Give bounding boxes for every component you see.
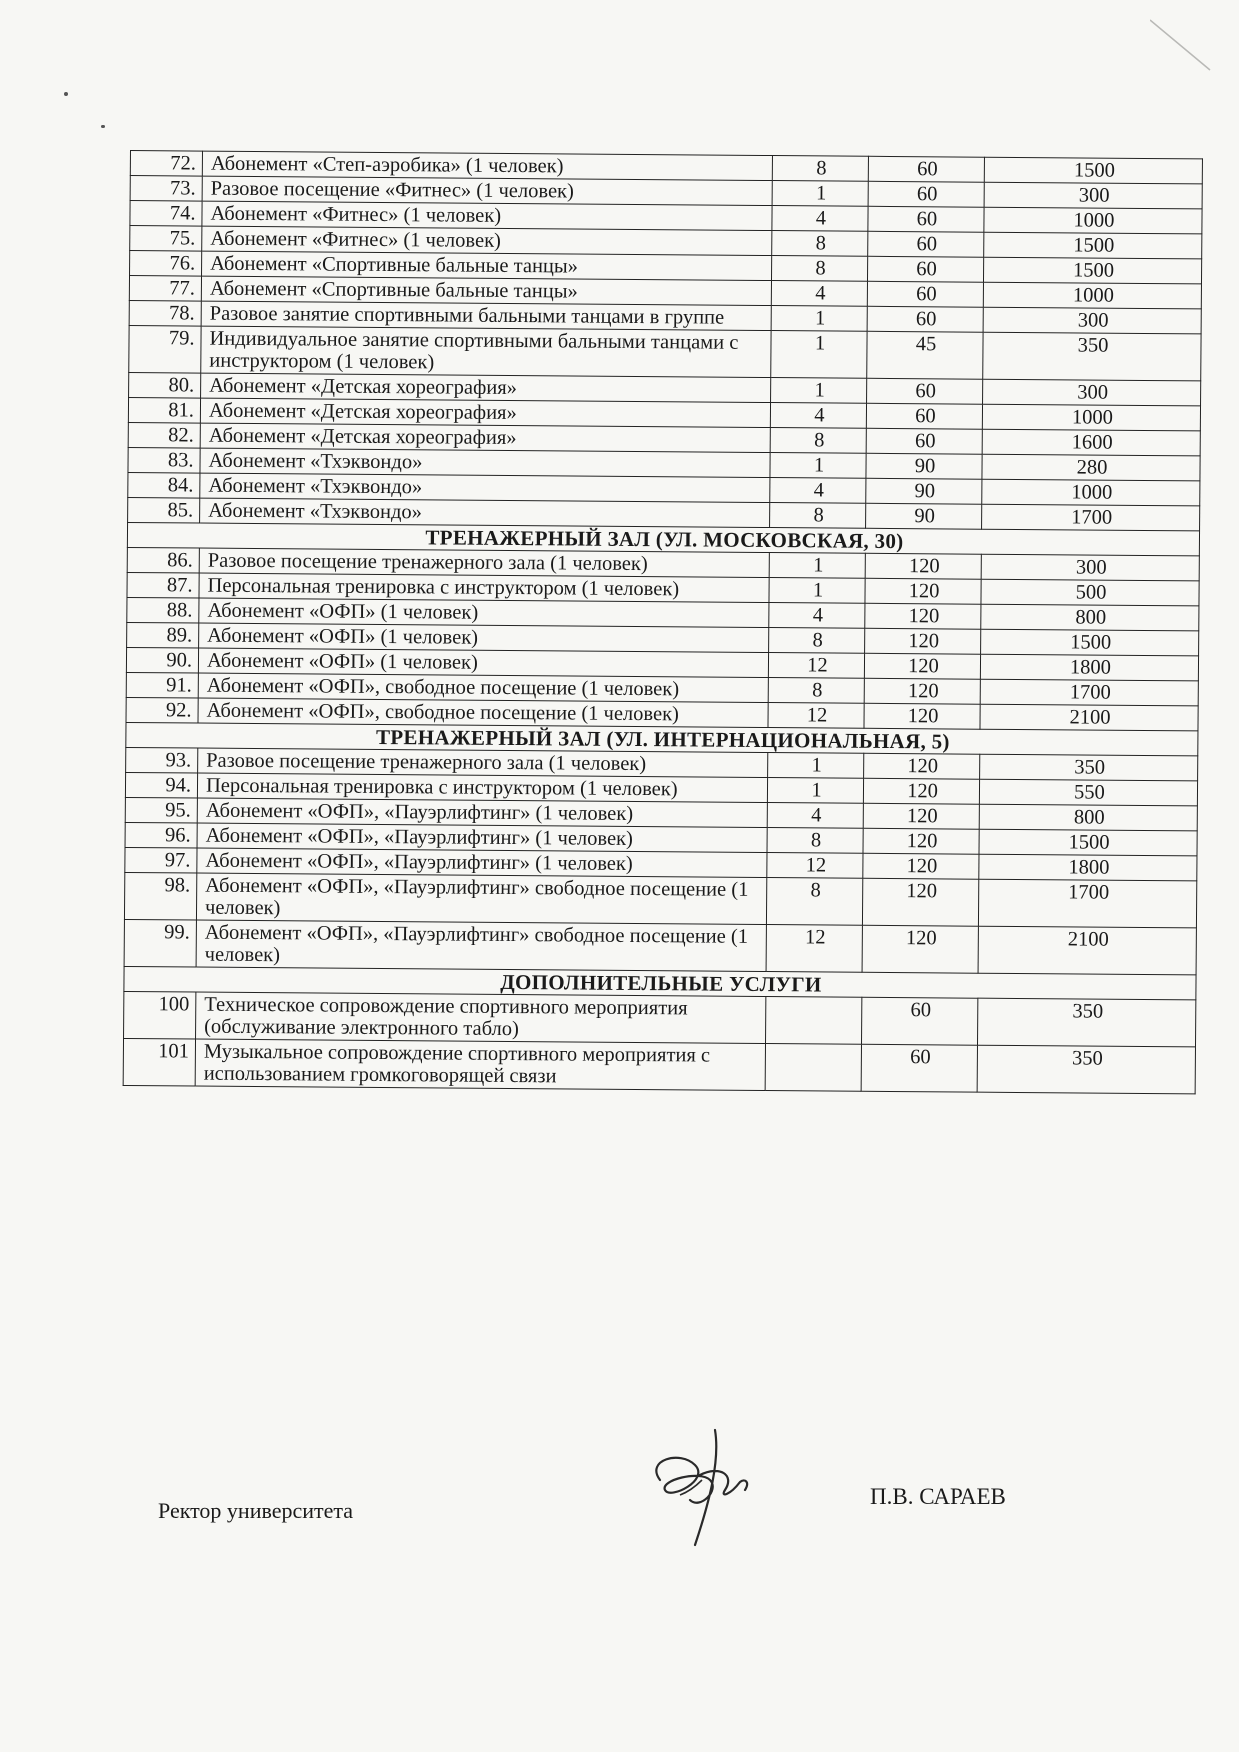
sessions-count: 1 (769, 578, 865, 604)
sessions-count: 4 (772, 206, 868, 232)
sessions-count: 12 (768, 653, 864, 679)
price-value: 800 (981, 604, 1199, 631)
price-value: 300 (984, 182, 1202, 209)
service-name: Абонемент «ОФП», «Пауэрлифтинг» (1 человек) (197, 798, 767, 827)
row-number: 75. (130, 226, 202, 252)
section-title: ТРЕНАЖЕРНЫЙ ЗАЛ (УЛ. ИНТЕРНАЦИОНАЛЬНАЯ, 5) (126, 722, 1198, 755)
price-value: 1000 (982, 479, 1200, 506)
service-name: Абонемент «Детская хореография» (200, 423, 770, 452)
sessions-count: 1 (768, 753, 864, 779)
row-number: 89. (127, 622, 199, 648)
sessions-count (765, 1044, 861, 1092)
price-value: 550 (979, 779, 1197, 806)
table-row (124, 991, 1196, 1046)
row-number: 97. (125, 847, 197, 873)
duration-minutes: 120 (864, 753, 980, 779)
duration-minutes: 120 (864, 678, 980, 704)
sessions-count: 12 (766, 925, 862, 973)
duration-minutes: 90 (866, 503, 982, 529)
price-table-wrapper (123, 150, 1202, 1094)
sessions-count: 4 (770, 478, 866, 504)
table-row (124, 919, 1196, 974)
service-name: Абонемент «Спортивные бальные танцы» (202, 251, 772, 280)
scan-dot (101, 125, 105, 128)
row-number: 88. (127, 597, 199, 623)
sessions-count: 4 (771, 281, 867, 307)
row-number: 83. (128, 447, 200, 473)
row-number: 95. (125, 797, 197, 823)
section-title: ДОПОЛНИТЕЛЬНЫЕ УСЛУГИ (124, 966, 1196, 999)
service-name: Абонемент «ОФП», свободное посещение (1 человек) (198, 673, 768, 702)
price-value: 1000 (982, 404, 1200, 431)
row-number: 81. (128, 397, 200, 423)
row-number: 86. (127, 547, 199, 573)
row-number: 99. (124, 919, 196, 967)
price-value: 1000 (984, 207, 1202, 234)
service-name: Абонемент «ОФП» (1 человек) (198, 648, 768, 677)
sessions-count: 8 (767, 828, 863, 854)
sessions-count: 8 (766, 878, 862, 926)
row-number: 90. (126, 647, 198, 673)
row-number: 92. (126, 697, 198, 723)
price-value: 300 (983, 379, 1201, 406)
price-value: 1500 (979, 829, 1197, 856)
sessions-count: 12 (767, 853, 863, 879)
sessions-count: 1 (771, 331, 867, 379)
price-value: 1700 (982, 504, 1200, 531)
duration-minutes: 60 (868, 206, 984, 232)
duration-minutes: 90 (866, 453, 982, 479)
service-name: Разовое посещение «Фитнес» (1 человек) (202, 176, 772, 205)
row-number: 73. (130, 176, 202, 202)
duration-minutes: 60 (861, 997, 977, 1045)
service-name: Абонемент «Степ-аэробика» (1 человек) (202, 151, 772, 180)
row-number: 84. (128, 472, 200, 498)
duration-minutes: 120 (865, 578, 981, 604)
sessions-count: 4 (769, 603, 865, 629)
service-name: Персональная тренировка с инструктором (1 человек) (197, 773, 767, 802)
service-name: Абонемент «ОФП» (1 человек) (199, 598, 769, 627)
duration-minutes: 60 (867, 306, 983, 332)
service-name: Разовое посещение тренажерного зала (1 человек) (199, 548, 769, 577)
row-number: 72. (130, 151, 202, 177)
price-value: 2100 (978, 926, 1196, 975)
duration-minutes: 60 (866, 428, 982, 454)
duration-minutes: 90 (866, 478, 982, 504)
service-name: Разовое посещение тренажерного зала (1 человек) (198, 748, 768, 777)
row-number: 98. (124, 872, 196, 920)
service-name: Абонемент «ОФП», свободное посещение (1 человек) (198, 698, 768, 727)
sessions-count: 4 (767, 803, 863, 829)
scan-dot (64, 92, 68, 96)
price-value: 1600 (982, 429, 1200, 456)
table-row (123, 1038, 1195, 1093)
duration-minutes: 120 (862, 925, 978, 973)
sessions-count: 1 (769, 553, 865, 579)
service-name: Абонемент «ОФП» (1 человек) (199, 623, 769, 652)
price-value: 350 (980, 754, 1198, 781)
table-row (124, 872, 1196, 927)
service-name: Музыкальное сопровождение спортивного мероприятия с использованием громкоговорящей связи (195, 1039, 765, 1090)
price-value: 300 (983, 307, 1201, 334)
sessions-count: 1 (772, 181, 868, 207)
price-table-body (123, 151, 1202, 1094)
duration-minutes: 120 (863, 828, 979, 854)
duration-minutes: 60 (868, 231, 984, 257)
row-number: 87. (127, 572, 199, 598)
service-name: Абонемент «ОФП», «Пауэрлифтинг» (1 человек) (197, 848, 767, 877)
service-name: Техническое сопровождение спортивного мероприятия (обслуживание электронного табло) (196, 992, 766, 1043)
duration-minutes: 120 (864, 703, 980, 729)
price-value: 280 (982, 454, 1200, 481)
duration-minutes: 120 (863, 803, 979, 829)
service-name: Абонемент «ОФП», «Пауэрлифтинг» свободное посещение (1 человек) (196, 873, 766, 924)
row-number: 82. (128, 422, 200, 448)
service-name: Разовое занятие спортивными бальными танцами в группе (201, 301, 771, 330)
duration-minutes: 45 (867, 331, 983, 379)
row-number: 101 (123, 1038, 195, 1086)
price-value: 1500 (984, 157, 1202, 184)
duration-minutes: 60 (861, 1044, 977, 1092)
service-name: Персональная тренировка с инструктором (1 человек) (199, 573, 769, 602)
sessions-count: 12 (768, 703, 864, 729)
service-name: Абонемент «Спортивные бальные танцы» (201, 276, 771, 305)
sessions-count: 4 (770, 403, 866, 429)
section-title: ТРЕНАЖЕРНЫЙ ЗАЛ (УЛ. МОСКОВСКАЯ, 30) (127, 522, 1199, 555)
duration-minutes: 120 (865, 553, 981, 579)
sessions-count: 8 (772, 156, 868, 182)
service-name: Абонемент «Фитнес» (1 человек) (202, 226, 772, 255)
row-number: 74. (130, 201, 202, 227)
duration-minutes: 120 (865, 628, 981, 654)
row-number: 85. (128, 497, 200, 523)
price-value: 500 (981, 579, 1199, 606)
row-number: 80. (129, 372, 201, 398)
service-name: Абонемент «ОФП», «Пауэрлифтинг» свободное посещение (1 человек) (196, 920, 766, 971)
price-value: 1800 (980, 654, 1198, 681)
duration-minutes: 120 (862, 878, 978, 926)
sessions-count (766, 997, 862, 1045)
row-number: 100 (124, 991, 196, 1039)
sessions-count: 1 (771, 378, 867, 404)
price-value: 300 (981, 554, 1199, 581)
service-name: Абонемент «Детская хореография» (200, 398, 770, 427)
duration-minutes: 60 (868, 181, 984, 207)
price-value: 350 (983, 332, 1201, 381)
service-name: Абонемент «ОФП», «Пауэрлифтинг» (1 человек) (197, 823, 767, 852)
price-value: 350 (977, 1045, 1195, 1094)
row-number: 77. (129, 276, 201, 302)
row-number: 94. (125, 772, 197, 798)
duration-minutes: 120 (863, 778, 979, 804)
rector-name: П.В. САРАЕВ (870, 1484, 1006, 1509)
row-number: 76. (130, 251, 202, 277)
sessions-count: 8 (769, 628, 865, 654)
price-value: 1700 (980, 679, 1198, 706)
scan-corner-line (1150, 10, 1220, 80)
duration-minutes: 60 (867, 378, 983, 404)
sessions-count: 1 (770, 453, 866, 479)
duration-minutes: 120 (865, 603, 981, 629)
row-number: 91. (126, 672, 198, 698)
price-value: 1500 (983, 257, 1201, 284)
row-number: 78. (129, 300, 201, 326)
price-value: 1500 (981, 629, 1199, 656)
duration-minutes: 120 (864, 653, 980, 679)
price-table (123, 150, 1203, 1094)
sessions-count: 8 (770, 503, 866, 529)
service-name: Индивидуальное занятие спортивными бальными танцами с инструктором (1 человек) (201, 326, 771, 377)
duration-minutes: 60 (866, 403, 982, 429)
price-value: 1000 (983, 282, 1201, 309)
price-value: 2100 (980, 704, 1198, 731)
sessions-count: 1 (771, 306, 867, 332)
table-row (129, 325, 1201, 380)
price-value: 1700 (978, 879, 1196, 928)
service-name: Абонемент «Тхэквондо» (200, 448, 770, 477)
sessions-count: 8 (772, 231, 868, 257)
row-number: 79. (129, 325, 201, 373)
service-name: Абонемент «Тхэквондо» (200, 473, 770, 502)
duration-minutes: 60 (867, 281, 983, 307)
row-number: 96. (125, 822, 197, 848)
duration-minutes: 60 (868, 156, 984, 182)
row-number: 93. (126, 747, 198, 773)
sessions-count: 8 (771, 256, 867, 282)
signature-icon (640, 1420, 780, 1550)
price-value: 1800 (979, 854, 1197, 881)
price-value: 350 (977, 998, 1195, 1047)
service-name: Абонемент «Фитнес» (1 человек) (202, 201, 772, 230)
service-name: Абонемент «Тхэквондо» (200, 498, 770, 527)
sessions-count: 8 (770, 428, 866, 454)
price-value: 800 (979, 804, 1197, 831)
rector-position: Ректор университета (158, 1498, 354, 1523)
service-name: Абонемент «Детская хореография» (201, 373, 771, 402)
duration-minutes: 120 (863, 853, 979, 879)
sessions-count: 1 (767, 778, 863, 804)
duration-minutes: 60 (867, 256, 983, 282)
price-value: 1500 (984, 232, 1202, 259)
sessions-count: 8 (768, 678, 864, 704)
